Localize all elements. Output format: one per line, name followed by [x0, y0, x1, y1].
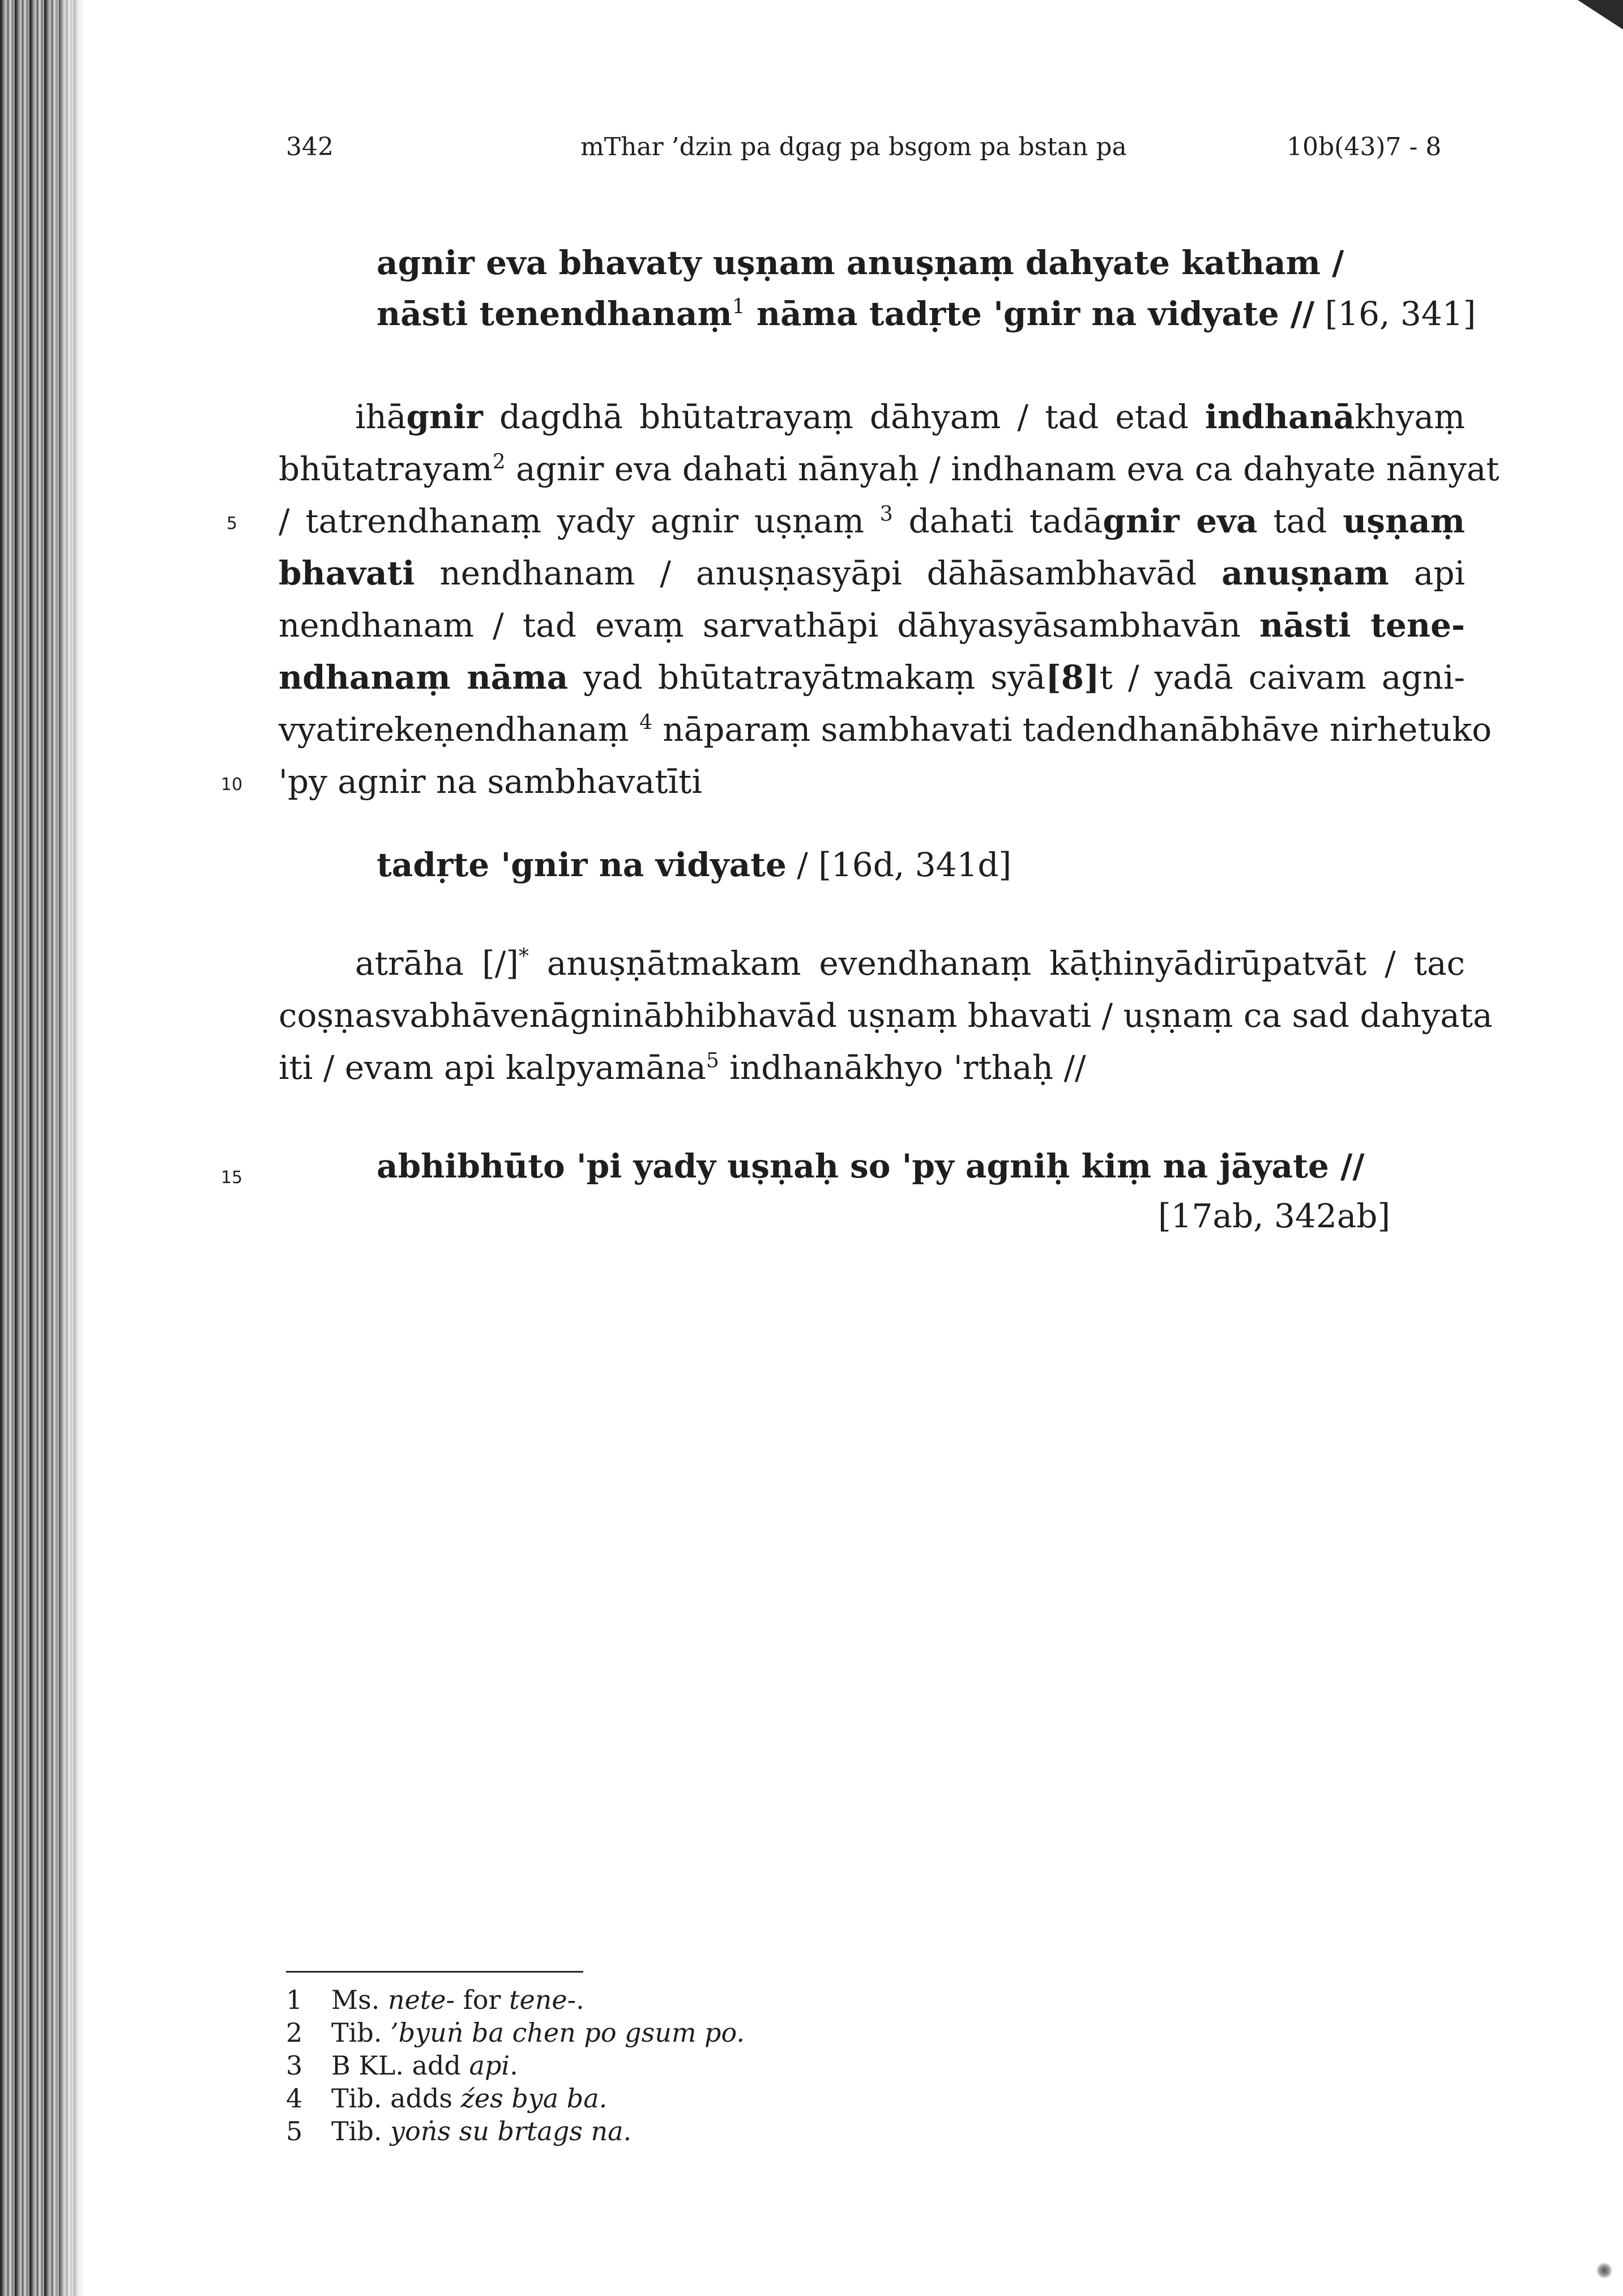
- line-number-15: 15: [221, 1168, 243, 1188]
- page-corner-mark: [1578, 0, 1623, 29]
- verse-reference: [17ab, 342ab]: [1158, 1197, 1391, 1235]
- page-number: 342: [286, 133, 334, 161]
- verse-text: nāma tadṛte 'gnir na vidyate //: [745, 295, 1315, 333]
- text-line: atrāha [/]* anuṣṇātmakam evendhanaṃ kāṭhinyādirūpatvāt / tac: [355, 944, 1466, 983]
- footnote-ref: 3: [879, 502, 893, 526]
- verse-line-3: abhibhūto 'pi yady uṣṇaḥ so 'py agniḥ kiṃ na jāyate //: [377, 1147, 1365, 1185]
- line-number-5: 5: [227, 514, 238, 534]
- footnote-divider: [286, 1971, 583, 1973]
- scan-smudge: [1596, 2262, 1613, 2279]
- text-line: / tatrendhanaṃ yady agnir uṣṇaṃ $^3$ dahati tadāgnir eva tad uṣṇaṃ: [279, 502, 1466, 540]
- folio-reference: 10b(43)7 - 8: [1287, 133, 1442, 161]
- verse-text: agnir eva bhavaty uṣṇam anuṣṇaṃ dahyate katham /: [377, 244, 1344, 282]
- verse-text: nāsti tenendhanaṃ: [377, 295, 732, 333]
- text-line: vyatirekeṇendhanaṃ $^4$ nāparaṃ sambhavati tadendhanābhāve nirhetuko: [279, 710, 1492, 749]
- spine-shadow: [51, 0, 85, 2296]
- footnote-4: 4 Tib. adds źes bya ba.: [286, 2083, 608, 2114]
- footnote-2: 2 Tib. ’byuṅ ba chen po gsum po.: [286, 2017, 745, 2048]
- running-title: mThar ’dzin pa dgag pa bsgom pa bstan pa: [580, 133, 1127, 161]
- text-line: coṣṇasvabhāvenāgninābhibhavād uṣṇaṃ bhavati / uṣṇaṃ ca sad dahyata: [279, 996, 1493, 1035]
- text-line: 'py agnir na sambhavatīti: [279, 762, 702, 801]
- footnote-ref: 2: [492, 450, 506, 474]
- footnote-3: 3 B KL. add api.: [286, 2050, 518, 2081]
- footnote-ref: 1: [732, 295, 745, 319]
- text-line: iti / evam api kalpyamāna$^5$ indhanākhyo 'rthaḥ //: [279, 1048, 1086, 1087]
- footnote-ref: 5: [706, 1049, 719, 1073]
- verse-citation: [377, 846, 1012, 884]
- verse-text: abhibhūto 'pi yady uṣṇaḥ so 'py agniḥ kiṃ na jāyate: [377, 1147, 1329, 1185]
- verse-reference: [16, 341]: [1314, 295, 1476, 333]
- verse-line-1: [377, 244, 1344, 282]
- footnote-5: 5 Tib. yoṅs su brtags na.: [286, 2116, 632, 2146]
- text-line: bhavati nendhanam / anuṣṇasyāpi dāhāsambhavād anuṣṇam api: [279, 554, 1465, 592]
- footnote-ref: 4: [639, 711, 652, 735]
- line-number-10: 10: [221, 775, 243, 795]
- verse-line-2: [377, 295, 1476, 333]
- verse-reference: / [16d, 341d]: [786, 846, 1012, 884]
- text-line: ihāgnir dagdhā bhūtatrayaṃ dāhyam / tad etad indhanākhyaṃ: [355, 398, 1465, 436]
- commentary-paragraph-1: [279, 391, 1500, 808]
- text-line: ndhanaṃ nāma yad bhūtatrayātmakaṃ syā[8]t / yadā caivam agni-: [279, 658, 1465, 697]
- footnote-ref: *: [518, 945, 529, 968]
- text-line: nendhanam / tad evaṃ sarvathāpi dāhyasyāsambhavān nāsti tene-: [279, 606, 1465, 645]
- verse-text: tadṛte 'gnir na vidyate: [377, 846, 787, 884]
- footnote-1: 1 Ms. nete- for tene-.: [286, 1985, 584, 2015]
- commentary-paragraph-2: [279, 937, 1493, 1094]
- text-line: bhūtatrayam$^2$ agnir eva dahati nānyaḥ / indhanam eva ca dahyate nānyat: [279, 450, 1500, 488]
